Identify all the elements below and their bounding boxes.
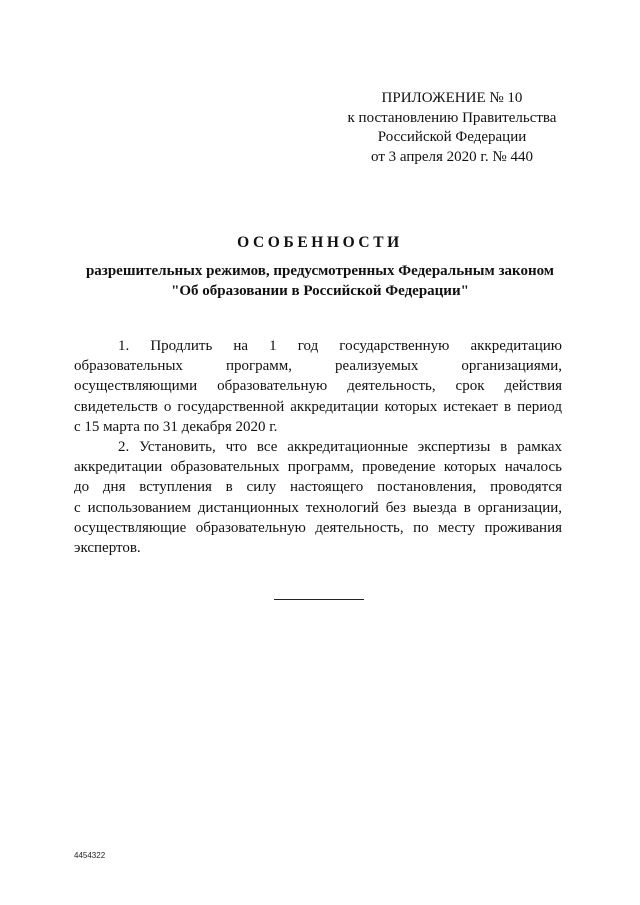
appendix-date-number: от 3 апреля 2020 г. № 440 <box>371 148 533 165</box>
subtitle-line: разрешительных режимов, предусмотренных Федеральным законом <box>85 263 555 279</box>
document-id: 4454322 <box>74 851 106 860</box>
paragraph-line: с использованием дистанционных технологий без выезда в организации, <box>74 499 562 516</box>
paragraph-line: экспертов. <box>74 540 141 557</box>
paragraph-line: аккредитации образовательных программ, проведение которых началось <box>74 459 562 476</box>
paragraph-line: с 15 марта по 31 декабря 2020 г. <box>74 418 278 435</box>
paragraph-line: 1. Продлить на 1 год государственную аккредитацию <box>118 338 562 354</box>
paragraph-line: свидетельств о государственной аккредитации которых истекает в период <box>74 398 562 415</box>
document-title: ОСОБЕННОСТИ <box>237 234 403 251</box>
paragraph-2 <box>74 437 562 558</box>
end-divider <box>274 599 364 600</box>
appendix-reference: к постановлению Правительства <box>347 109 557 126</box>
appendix-header <box>330 89 574 167</box>
paragraph-line: осуществляющие образовательную деятельность, по месту проживания <box>74 519 562 536</box>
paragraph-line: осуществляющими образовательную деятельность, срок действия <box>74 378 562 395</box>
paragraph-line: до дня вступления в силу настоящего постановления, проводятся <box>74 479 562 496</box>
paragraph-1 <box>74 336 562 437</box>
appendix-number: ПРИЛОЖЕНИЕ № 10 <box>381 90 523 106</box>
appendix-authority: Российской Федерации <box>377 129 527 145</box>
subtitle-line: "Об образовании в Российской Федерации" <box>171 282 469 299</box>
document-subtitle <box>60 262 580 301</box>
paragraph-line: образовательных программ, реализуемых организациями, <box>74 358 562 375</box>
document-body <box>74 336 562 558</box>
paragraph-line: 2. Установить, что все аккредитационные экспертизы в рамках <box>118 439 562 456</box>
